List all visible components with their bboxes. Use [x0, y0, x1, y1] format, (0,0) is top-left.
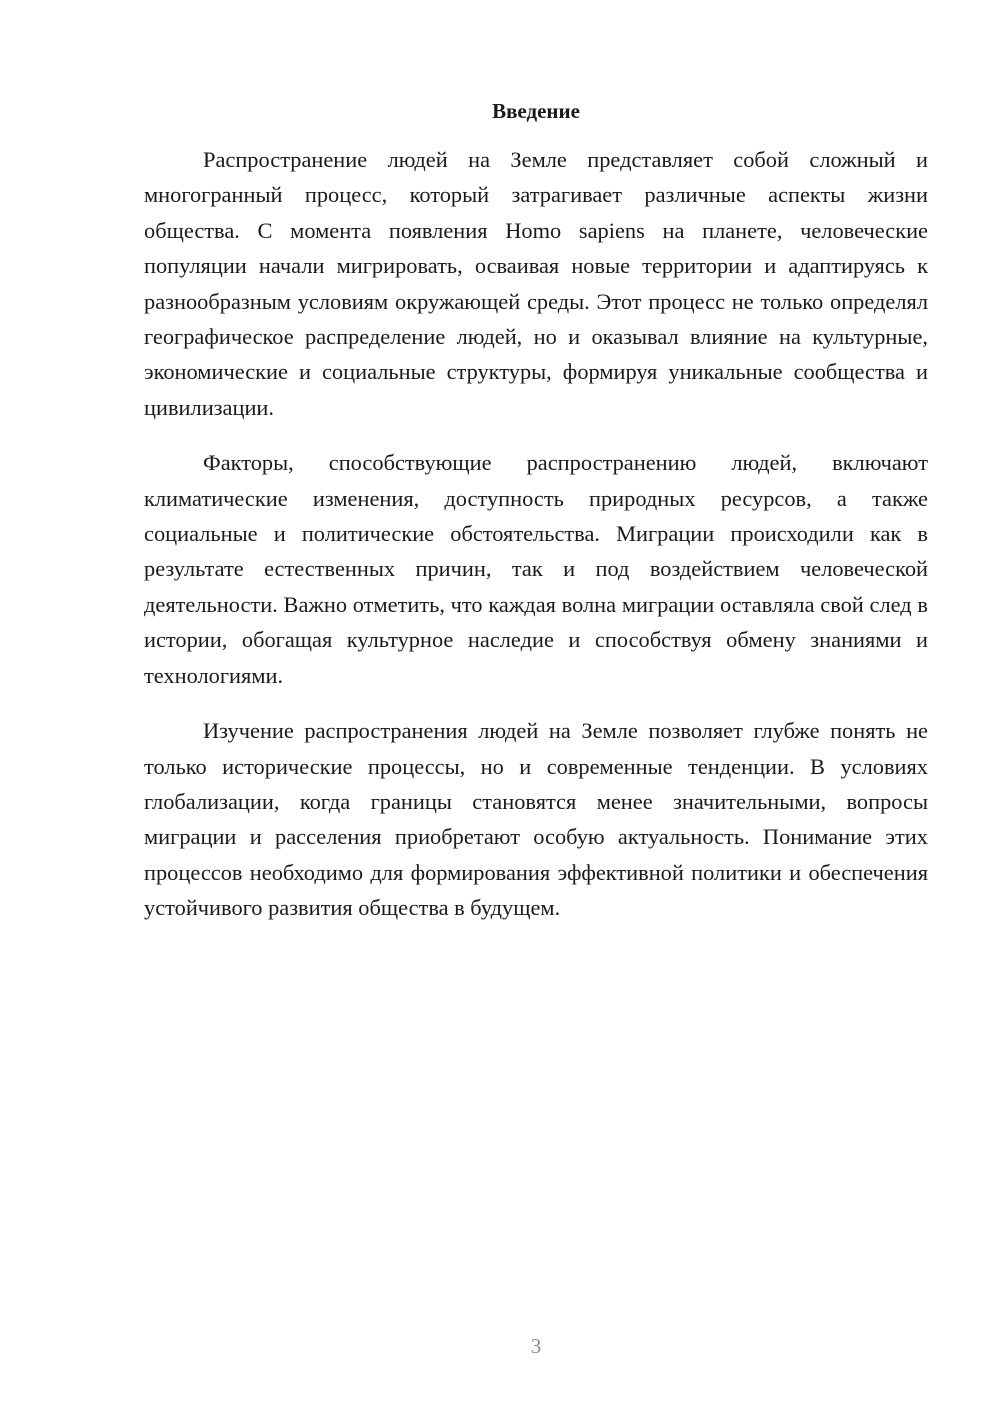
paragraph-2: Факторы, способствующие распространению людей, включают климатические изменения, доступность природных ресурсов, а также социальные и политические обстоятельства. Миграции происходили как в результате естественных причин, так и под воздействием человеческой деятельности. Важно отметить, что каждая волна миграции оставляла свой след в истории, обогащая культурное наследие и способствуя обмену знаниями и технологиями.	[144, 450, 928, 688]
page-number: 3	[530, 1334, 542, 1358]
paragraph-3: Изучение распространения людей на Земле позволяет глубже понять не только исторические процессы, но и современные тенденции. В условиях глобализации, когда границы становятся менее значительными, вопросы миграции и расселения приобретают особую актуальность. Понимание этих процессов необходимо для формирования эффективной политики и обеспечения устойчивого развития общества в будущем.	[144, 718, 928, 921]
paragraph-1: Распространение людей на Земле представляет собой сложный и многогранный процесс, который затрагивает различные аспекты жизни общества. С момента появления Homo sapiens на планете, человеческие популяции начали мигрировать, осваивая новые территории и адаптируясь к разнообразным условиям окружающей среды. Этот процесс не только определял географическое распределение людей, но и оказывал влияние на культурные, экономические и социальные структуры, формируя уникальные сообщества и цивилизации.	[144, 147, 928, 420]
body-text	[144, 142, 928, 946]
section-heading: Введение	[492, 99, 580, 123]
